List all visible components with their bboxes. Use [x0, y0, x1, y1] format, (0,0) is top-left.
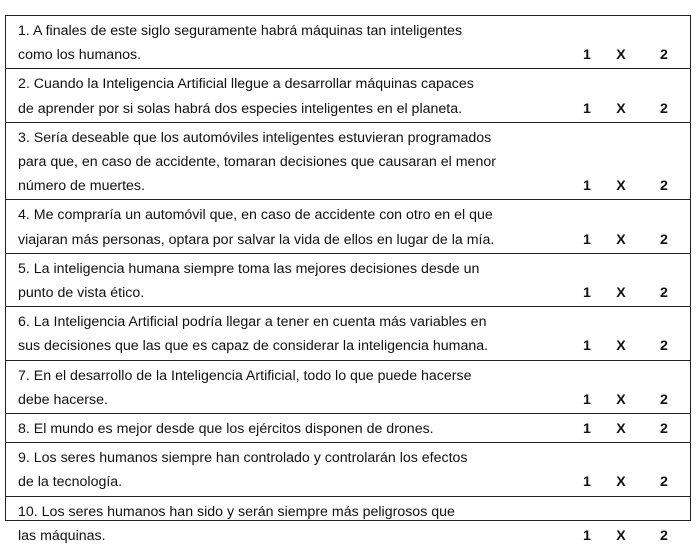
option-1[interactable]: 1 — [570, 69, 604, 122]
option-2[interactable]: 2 — [638, 496, 690, 549]
question-text-line: 10. Los seres humanos han sido y serán siempre más peligrosos que — [18, 503, 455, 520]
option-x[interactable]: X — [604, 307, 638, 360]
option-1[interactable]: 1 — [583, 47, 591, 64]
question-statement — [6, 253, 570, 306]
option-2[interactable]: 2 — [638, 443, 690, 496]
question-statement — [6, 122, 570, 200]
question-text-line: 8. El mundo es mejor desde que los ejércitos disponen de drones. — [18, 421, 434, 438]
question-text-line: 5. La inteligencia humana siempre toma las mejores decisiones desde un — [18, 260, 480, 277]
question-statement — [6, 16, 570, 69]
question-statement — [6, 200, 570, 253]
question-text-line: como los humanos. — [18, 47, 142, 64]
questionnaire-table — [6, 16, 690, 549]
question-row-5 — [6, 253, 690, 306]
option-x[interactable]: X — [604, 200, 638, 253]
question-text-line: punto de vista ético. — [18, 285, 145, 302]
option-1[interactable]: 1 — [570, 253, 604, 306]
option-2[interactable]: 2 — [638, 253, 690, 306]
question-statement — [6, 307, 570, 360]
question-row-2 — [6, 69, 690, 122]
option-x[interactable]: X — [604, 360, 638, 413]
question-text-line: 4. Me compraría un automóvil que, en caso de accidente con otro en el que — [18, 207, 493, 224]
question-statement — [6, 496, 570, 549]
option-2[interactable]: 2 — [638, 360, 690, 413]
question-text-line: las máquinas. — [18, 527, 106, 544]
option-x[interactable]: X — [604, 69, 638, 122]
option-2[interactable]: 2 — [638, 200, 690, 253]
question-text-line: 6. La Inteligencia Artificial podría llegar a tener en cuenta más variables en — [18, 314, 487, 331]
question-text-line: debe hacerse. — [18, 391, 108, 408]
option-x[interactable]: X — [604, 253, 638, 306]
option-x[interactable]: X — [604, 122, 638, 200]
question-row-4 — [6, 200, 690, 253]
option-2[interactable]: 2 — [638, 307, 690, 360]
question-text-line: de aprender por si solas habrá dos especies inteligentes en el planeta. — [18, 100, 463, 117]
question-statement — [6, 414, 570, 443]
question-row-3 — [6, 122, 690, 200]
question-text-line: 7. En el desarrollo de la Inteligencia Artificial, todo lo que puede hacerse — [18, 367, 472, 384]
question-text-line: 1. A finales de este siglo seguramente habrá máquinas tan inteligentes — [18, 23, 463, 39]
questionnaire-body — [6, 16, 690, 549]
question-text-line: sus decisiones que las que es capaz de considerar la inteligencia humana. — [18, 338, 489, 355]
option-x[interactable]: X — [604, 496, 638, 549]
option-1[interactable]: 1 — [570, 414, 604, 443]
option-1[interactable]: 1 — [570, 200, 604, 253]
question-statement — [6, 69, 570, 122]
question-text-line: número de muertes. — [18, 178, 145, 195]
option-2[interactable]: 2 — [660, 47, 668, 64]
question-row-7 — [6, 360, 690, 413]
question-text-line: para que, en caso de accidente, tomaran decisiones que causaran el menor — [18, 154, 496, 171]
questionnaire-sheet — [5, 15, 691, 544]
question-text-line: 3. Sería deseable que los automóviles inteligentes estuvieran programados — [18, 129, 492, 146]
option-1[interactable]: 1 — [570, 443, 604, 496]
question-statement — [6, 360, 570, 413]
option-2[interactable]: 2 — [638, 122, 690, 200]
option-2[interactable]: 2 — [638, 69, 690, 122]
question-row-1 — [6, 16, 690, 69]
option-1[interactable]: 1 — [570, 360, 604, 413]
option-2[interactable]: 2 — [638, 414, 690, 443]
question-text-line: 9. Los seres humanos siempre han controlado y controlarán los efectos — [18, 450, 468, 467]
option-x[interactable]: X — [604, 414, 638, 443]
question-row-6 — [6, 307, 690, 360]
question-row-10 — [6, 496, 690, 549]
option-1[interactable]: 1 — [570, 122, 604, 200]
question-row-9 — [6, 443, 690, 496]
option-1[interactable]: 1 — [570, 496, 604, 549]
option-x[interactable]: X — [604, 443, 638, 496]
question-text-line: viajaran más personas, optara por salvar la vida de ellos en lugar de la mía. — [18, 231, 495, 248]
question-text-line: 2. Cuando la Inteligencia Artificial llegue a desarrollar máquinas capaces — [18, 76, 474, 93]
question-statement — [6, 443, 570, 496]
option-x[interactable]: X — [616, 47, 626, 64]
question-row-8 — [6, 414, 690, 443]
question-text-line: de la tecnología. — [18, 474, 123, 491]
option-1[interactable]: 1 — [570, 307, 604, 360]
